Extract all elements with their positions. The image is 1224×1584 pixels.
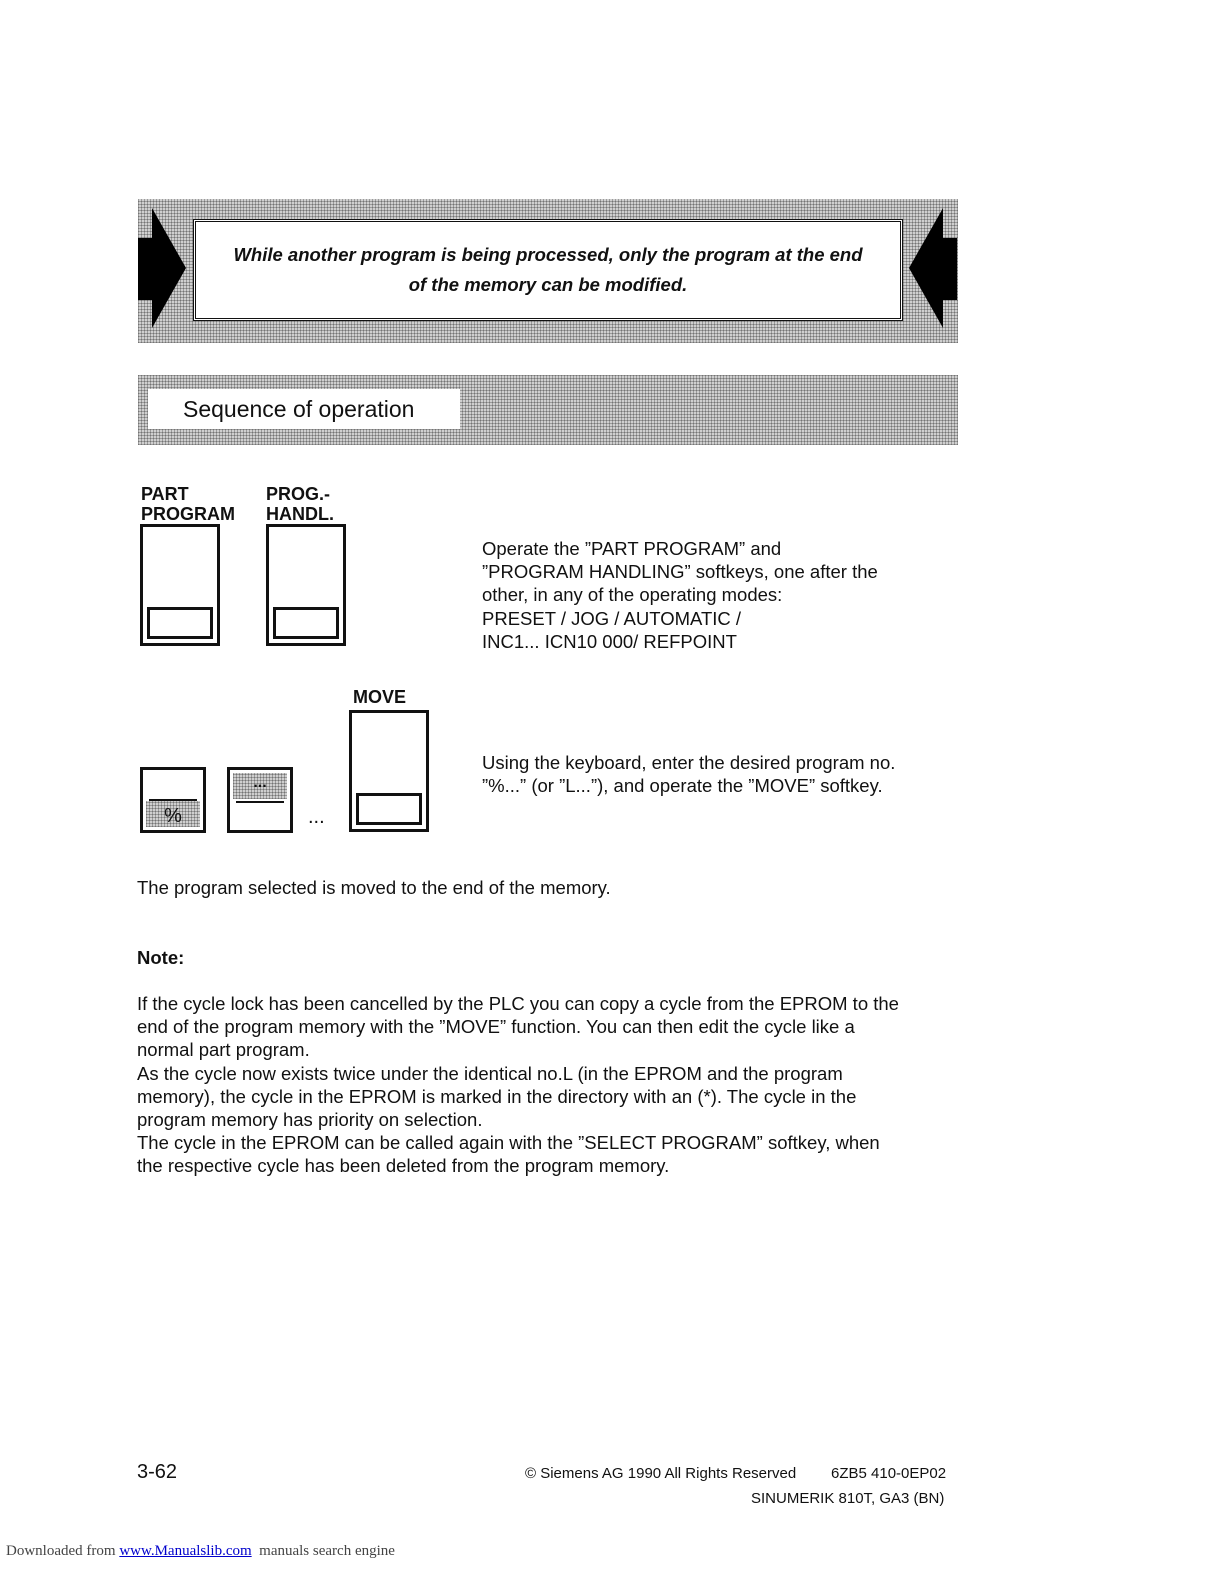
move-softkey[interactable] (349, 710, 429, 832)
percent-glyph: % (164, 805, 182, 827)
note-body: If the cycle lock has been cancelled by the PLC you can copy a cycle from the EPROM to the end of the program memory with the ”MOVE” function. You can then edit the cycle like a normal part program. As the cycle now exists twice under the identical no.L (in the EPROM and the program memory), the cycle in the EPROM is marked in the directory with an (*). The cycle in the program memory has priority on selection. The cycle in the EPROM can be called again with the ”SELECT PROGRAM” softkey, when the respective cycle has been deleted from the program memory. (137, 993, 899, 1177)
prog-handl-softkey[interactable] (266, 524, 346, 646)
more-keys-ellipsis: ... (308, 806, 325, 828)
doc-code: 6ZB5 410-0EP02 (831, 1465, 947, 1482)
arrow-right-icon (152, 208, 186, 328)
note-box-line2: of the memory can be modified. (408, 274, 688, 295)
dots-key[interactable] (227, 767, 293, 833)
result-text: The program selected is moved to the end of the memory. (137, 877, 611, 898)
percent-key[interactable] (140, 767, 206, 833)
section-title: Sequence of operation (148, 389, 460, 429)
note-heading: Note: (137, 947, 185, 968)
softkey-button-face (273, 607, 339, 639)
download-watermark: Downloaded from www.Manualslib.com manuals search engine (6, 1543, 395, 1559)
arrow-left-icon (909, 208, 943, 328)
softkey-button-face (356, 793, 422, 825)
part-program-softkey[interactable] (140, 524, 220, 646)
step2-description: Using the keyboard, enter the desired program no. ”%...” (or ”L...”), and operate the ”MOVE” softkey. (482, 752, 896, 797)
note-box-line1: While another program is being processed, only the program at the end (233, 244, 863, 265)
manualslib-link[interactable]: www.Manualslib.com (119, 1543, 252, 1559)
copyright: © Siemens AG 1990 All Rights Reserved (525, 1465, 797, 1482)
page-number: 3-62 (137, 1461, 178, 1483)
note-box (193, 219, 903, 321)
arrow-left-icon-tail (941, 238, 957, 300)
softkey-button-face (147, 607, 213, 639)
dots-glyph: ... (253, 774, 267, 791)
product-name: SINUMERIK 810T, GA3 (BN) (751, 1490, 945, 1507)
move-label: MOVE (353, 687, 407, 707)
key-divider (236, 801, 284, 803)
prog-handl-label: PROG.- HANDL. (266, 484, 334, 524)
part-program-label: PART PROGRAM (141, 484, 235, 524)
step1-description: Operate the ”PART PROGRAM” and ”PROGRAM HANDLING” softkeys, one after the other, in any of the operating modes: PRESET / JOG / AUTOMATIC / INC1... ICN10 000/ REFPOINT (482, 538, 878, 652)
